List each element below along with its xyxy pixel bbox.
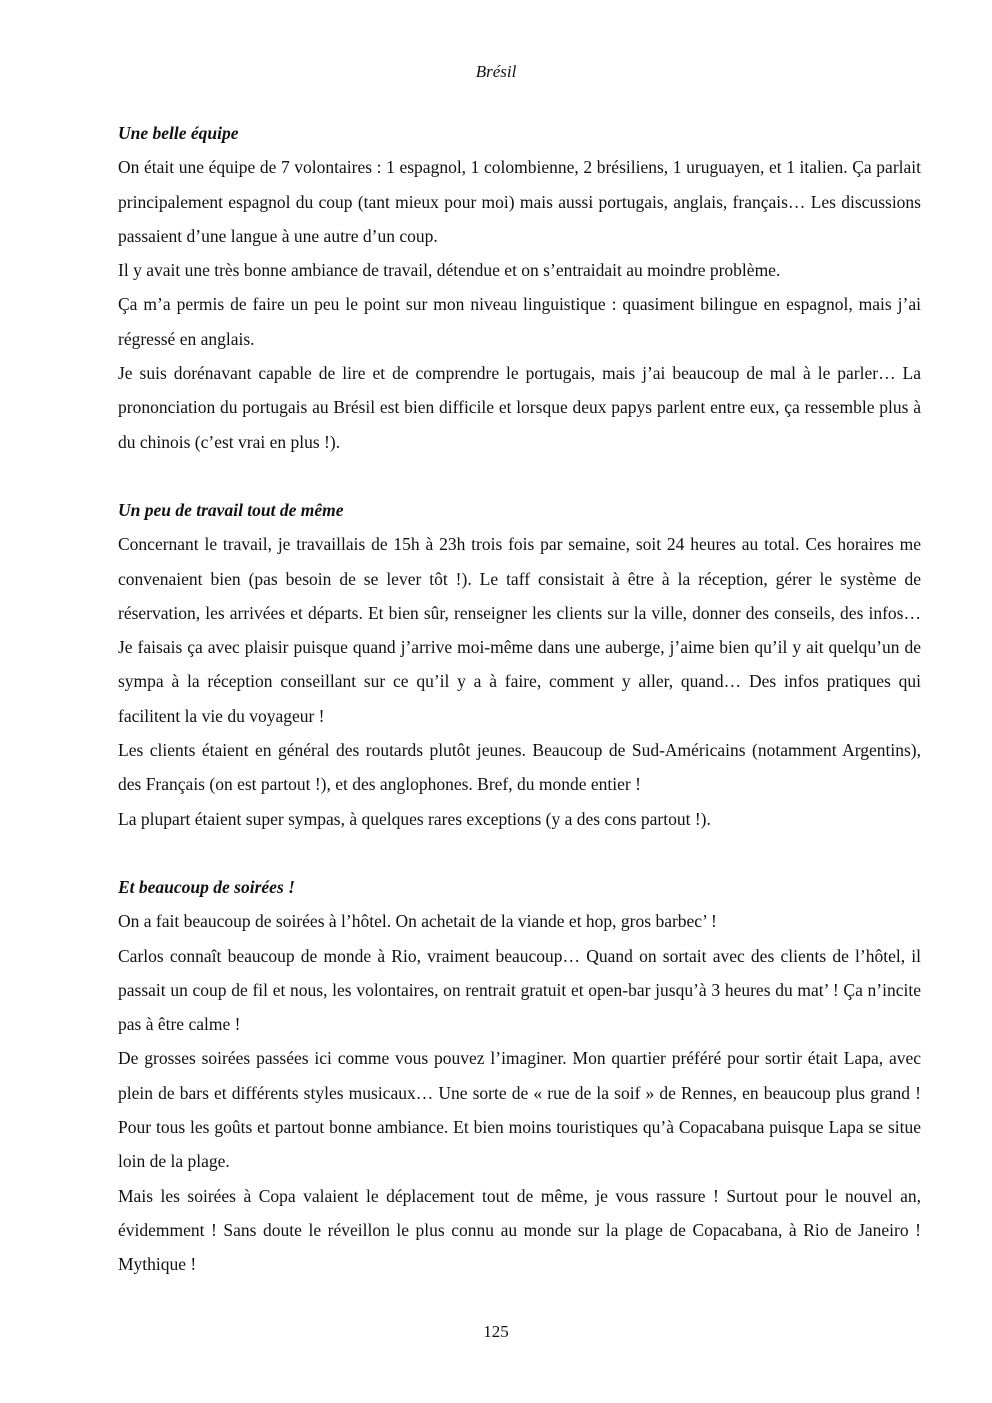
paragraph: On a fait beaucoup de soirées à l’hôtel. On achetait de la viande et hop, gros barbec’ ! bbox=[118, 911, 717, 932]
page-content bbox=[118, 116, 921, 1316]
paragraph: Je suis dorénavant capable de lire et de comprendre le portugais, mais j’ai beaucoup de mal à le parler… La prononciation du portugais au Brésil est bien difficile et lorsque deux papys parlent entre eux, ça ressemble plus à du chinois (c’est vrai en plus !). bbox=[118, 363, 921, 452]
running-header: Brésil bbox=[475, 62, 517, 81]
section-une-belle-equipe bbox=[118, 116, 921, 459]
paragraph: Mais les soirées à Copa valaient le déplacement tout de même, je vous rassure ! Surtout pour le nouvel an, évidemment ! Sans doute le réveillon le plus connu au monde sur la plage de Copacabana, à Rio de Janeiro ! Mythique ! bbox=[118, 1185, 921, 1275]
paragraph: On était une équipe de 7 volontaires : 1 espagnol, 1 colombienne, 2 brésiliens, 1 uruguayen, et 1 italien. Ça parlait principalement espagnol du coup (tant mieux pour moi) mais aussi portugais, anglais, français… Les discussions passaient d’une langue à une autre d’un coup. bbox=[118, 157, 921, 246]
paragraph: Les clients étaient en général des routards plutôt jeunes. Beaucoup de Sud-Américains (notamment Argentins), des Français (on est partout !), et des anglophones. Bref, du monde entier ! bbox=[118, 740, 921, 795]
section-title: Et beaucoup de soirées ! bbox=[118, 876, 295, 897]
paragraph: Ça m’a permis de faire un peu le point sur mon niveau linguistique : quasiment bilingue en espagnol, mais j’ai régressé en anglais. bbox=[118, 294, 921, 349]
paragraph: Carlos connaît beaucoup de monde à Rio, vraiment beaucoup… Quand on sortait avec des clients de l’hôtel, il passait un coup de fil et nous, les volontaires, on rentrait gratuit et open-bar jusqu’à 3 heures du mat’ ! Ça n’incite pas à être calme ! bbox=[118, 945, 921, 1035]
paragraph: La plupart étaient super sympas, à quelques rares exceptions (y a des cons partout !). bbox=[118, 808, 711, 829]
paragraph: Concernant le travail, je travaillais de 15h à 23h trois fois par semaine, soit 24 heures au total. Ces horaires me convenaient bien (pas besoin de se lever tôt !). Le taff consistait à être à la réception, gérer le système de réservation, les arrivées et départs. Et bien sûr, renseigner les clients sur la ville, donner des conseils, des infos… Je faisais ça avec plaisir puisque quand j’arrive moi-même dans une auberge, j’aime bien qu’il y ait quelqu’un de sympa à la réception conseillant sur ce qu’il y a à faire, comment y aller, quand… Des infos pratiques qui facilitent la vie du voyageur ! bbox=[118, 534, 921, 726]
paragraph: De grosses soirées passées ici comme vous pouvez l’imaginer. Mon quartier préféré pour sortir était Lapa, avec plein de bars et différents styles musicaux… Une sorte de « rue de la soif » de Rennes, en beaucoup plus grand ! Pour tous les goûts et partout bonne ambiance. Et bien moins touristiques qu’à Copacabana puisque Lapa se situe loin de la plage. bbox=[118, 1048, 921, 1172]
paragraph: Il y avait une très bonne ambiance de travail, détendue et on s’entraidait au moindre problème. bbox=[118, 260, 781, 281]
section-soirees bbox=[118, 870, 921, 1282]
section-title: Une belle équipe bbox=[118, 123, 239, 143]
section-title: Un peu de travail tout de même bbox=[118, 499, 344, 520]
page-number: 125 bbox=[483, 1322, 509, 1341]
section-travail bbox=[118, 493, 921, 836]
